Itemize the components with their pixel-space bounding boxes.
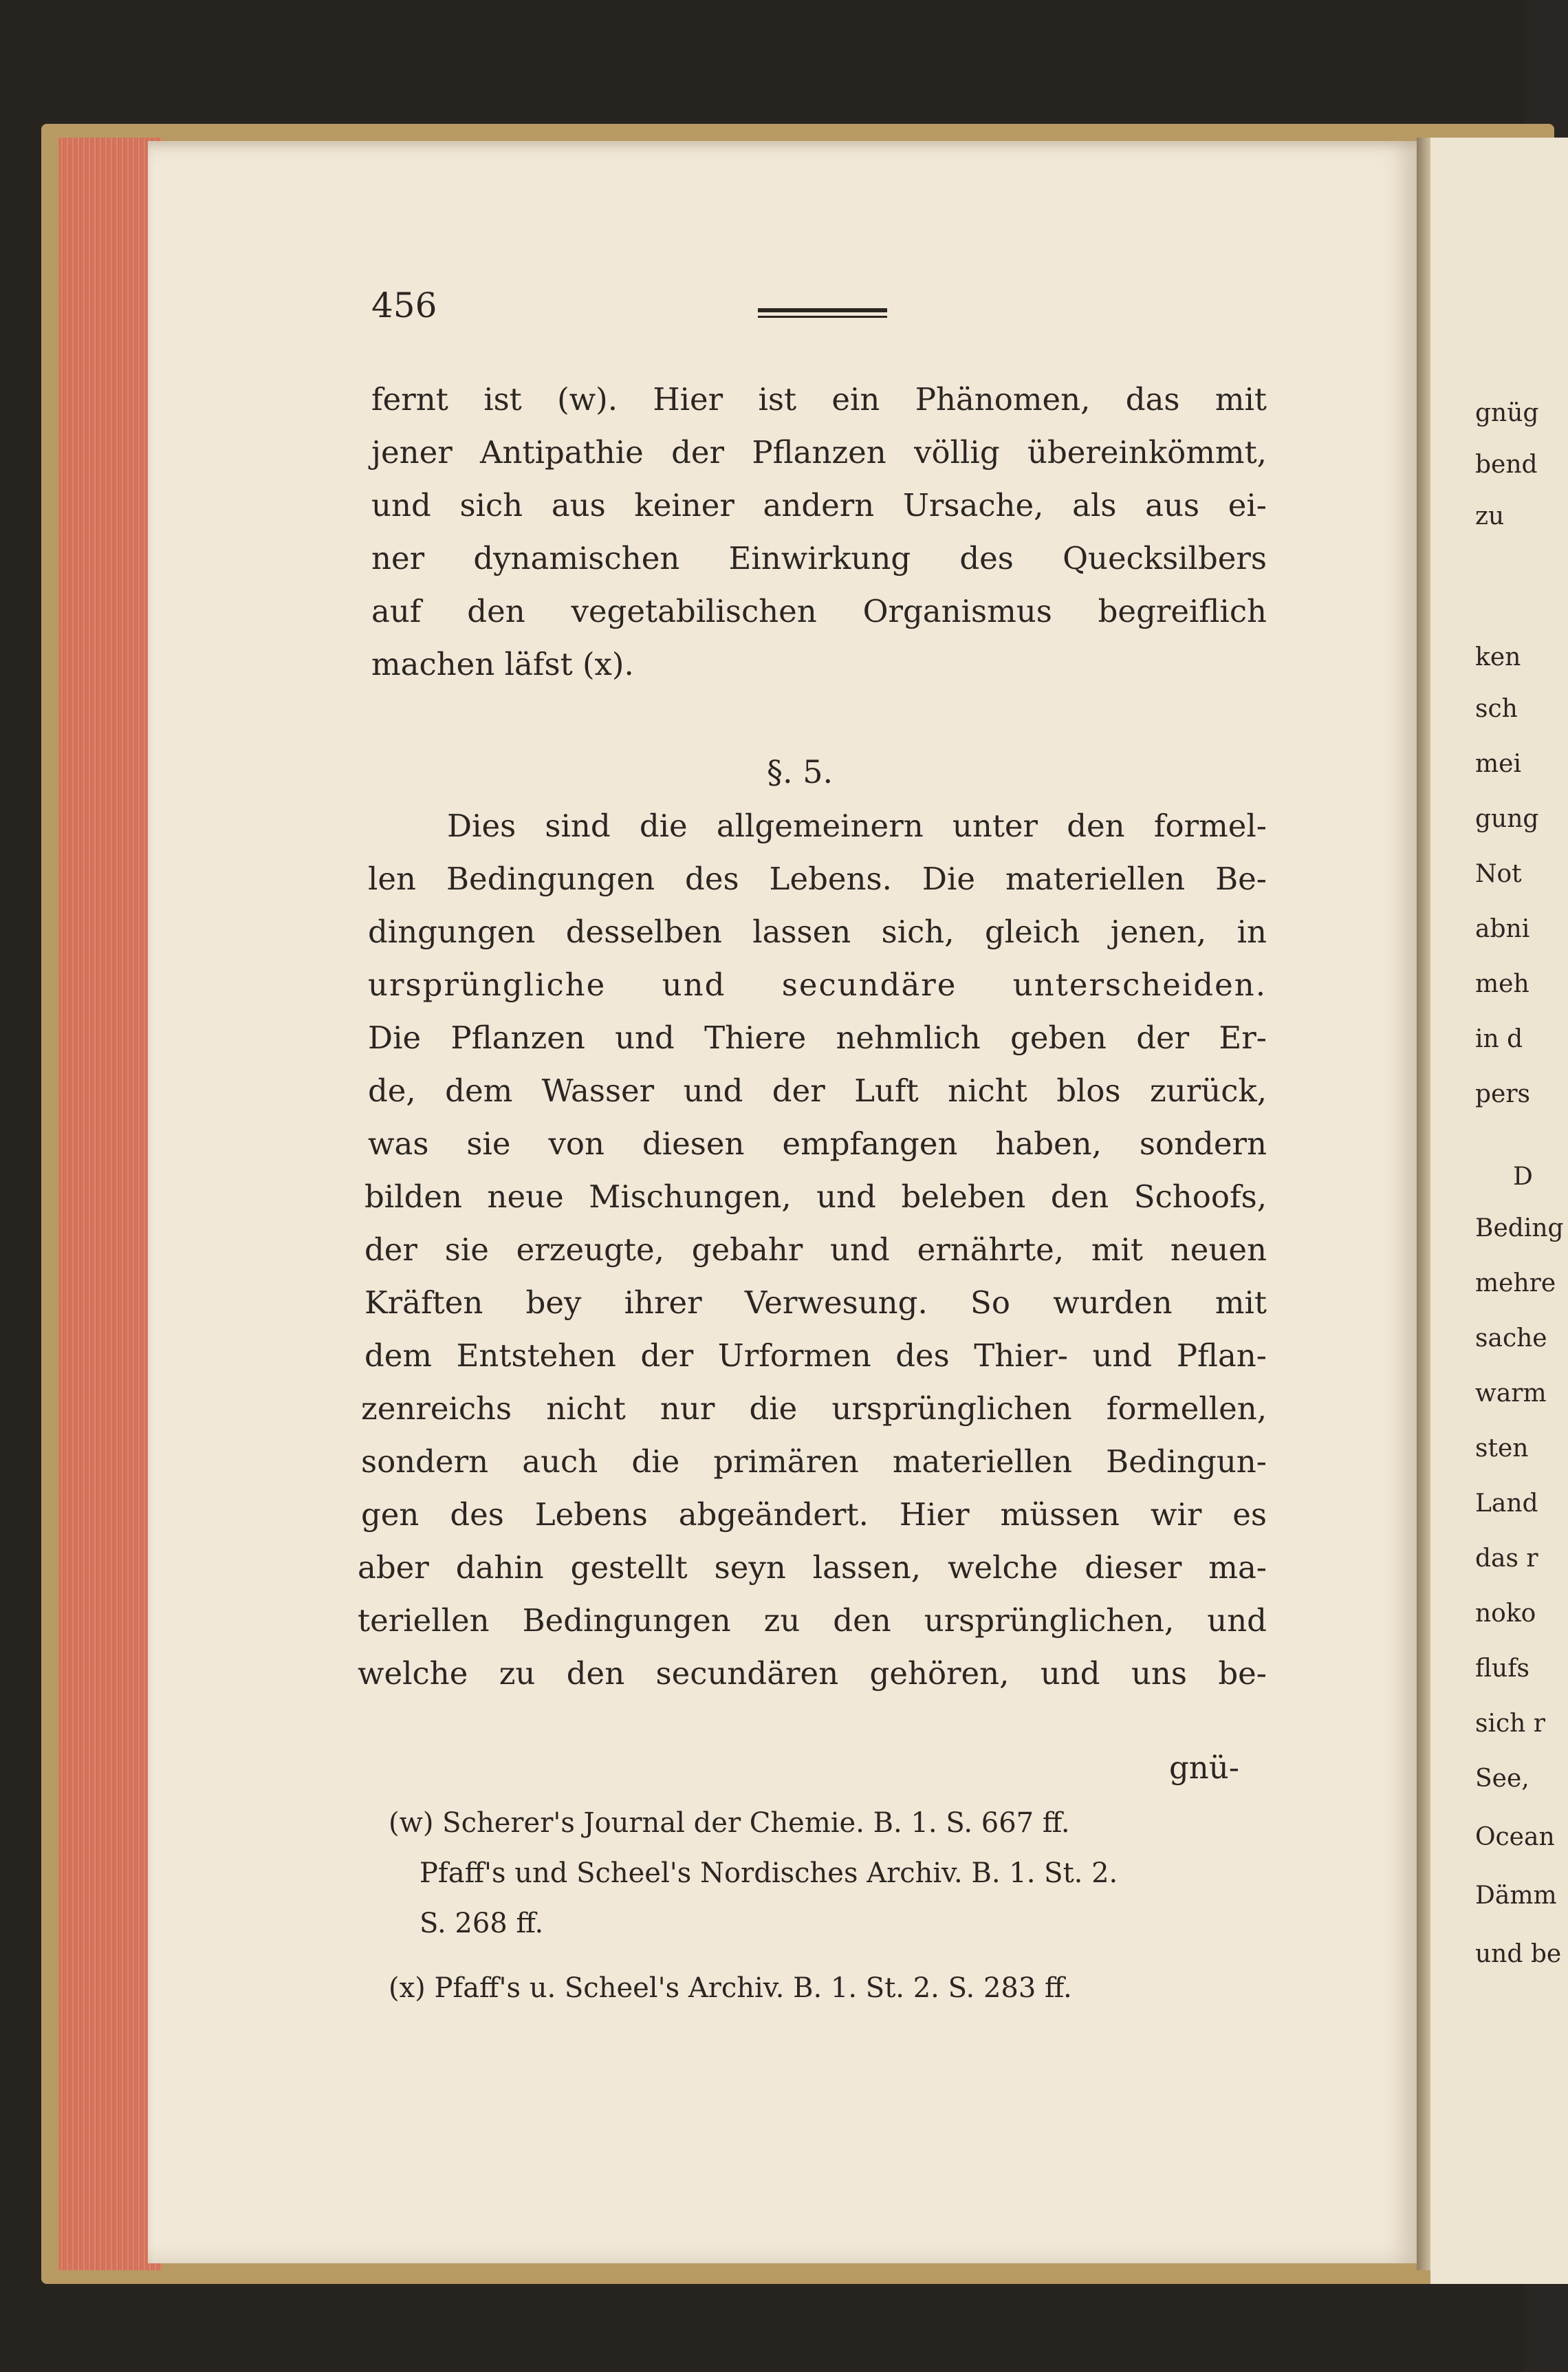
text-line: und sich aus keiner andern Ursache, als aus ei-: [371, 487, 1267, 524]
text-line: gen des Lebens abgeändert. Hier müssen wir es: [361, 1496, 1267, 1533]
text-line: Dies sind die allgemeinern unter den formel-: [447, 808, 1267, 844]
page-edges-red: [58, 138, 162, 2270]
right-page-fragment: pers: [1475, 1080, 1531, 1108]
right-page-fragment: sten: [1475, 1434, 1529, 1463]
text-line: teriellen Bedingungen zu den ursprünglichen, und: [358, 1602, 1267, 1639]
catchword: gnü-: [1169, 1749, 1239, 1786]
text-line: welche zu den secundären gehören, und uns be-: [358, 1655, 1267, 1692]
text-line: ner dynamischen Einwirkung des Quecksilbers: [371, 540, 1267, 576]
right-page-fragment: und be: [1475, 1940, 1562, 1968]
right-page-fragment: gnüg: [1475, 399, 1539, 427]
footnote-w-cont: Pfaff's und Scheel's Nordisches Archiv. B. 1. St. 2.: [420, 1857, 1118, 1889]
right-page-fragment: in d: [1475, 1025, 1523, 1053]
text-line: len Bedingungen des Lebens. Die materiellen Be-: [368, 861, 1267, 897]
right-page-fragment: abni: [1475, 915, 1530, 943]
right-page-fragment: noko: [1475, 1599, 1536, 1628]
right-page-fragment: ken: [1475, 643, 1521, 671]
footnote-w: (w) Scherer's Journal der Chemie. B. 1. S. 667 ff.: [389, 1807, 1070, 1839]
right-page-fragment: sch: [1475, 695, 1518, 723]
right-page-fragment: sache: [1475, 1324, 1547, 1352]
text-line: bilden neue Mischungen, und beleben den Schoofs,: [364, 1178, 1267, 1215]
right-page-fragment: meh: [1475, 970, 1529, 998]
page-number: 456: [371, 285, 437, 325]
text-line: der sie erzeugte, gebahr und ernährte, mit neuen: [364, 1231, 1267, 1268]
right-page-fragment: gung: [1475, 805, 1539, 833]
right-page-fragment: sich r: [1475, 1710, 1545, 1738]
right-page-fragment: warm: [1475, 1379, 1547, 1408]
right-page-fragment: See,: [1475, 1765, 1529, 1793]
right-page-fragment: Not: [1475, 860, 1522, 888]
text-line: dem Entstehen der Urformen des Thier- und Pflan-: [364, 1337, 1267, 1374]
right-page-fragment: Ocean: [1475, 1823, 1555, 1851]
text-line: Kräften bey ihrer Verwesung. So wurden mit: [364, 1284, 1267, 1321]
footnote-x: (x) Pfaff's u. Scheel's Archiv. B. 1. St. 2. S. 283 ff.: [389, 1972, 1072, 2004]
right-page-fragment: bend: [1475, 451, 1538, 479]
text-line: sondern auch die primären materiellen Bedingun-: [361, 1443, 1267, 1480]
right-page-fragment: Beding: [1475, 1214, 1564, 1242]
right-page-fragment: das r: [1475, 1544, 1538, 1573]
text-line: de, dem Wasser und der Luft nicht blos zurück,: [368, 1072, 1267, 1109]
text-line: auf den vegetabilischen Organismus begreiflich: [371, 593, 1267, 629]
text-line: fernt ist (w). Hier ist ein Phänomen, das mit: [371, 381, 1267, 418]
book-gutter: [1417, 138, 1430, 2270]
text-line: aber dahin gestellt seyn lassen, welche dieser ma-: [358, 1549, 1267, 1586]
text-line: machen läfst (x).: [371, 646, 634, 682]
text-line: dingungen desselben lassen sich, gleich jenen, in: [368, 914, 1267, 950]
right-page-fragment: mehre: [1475, 1269, 1556, 1297]
right-page-fragment: mei: [1475, 750, 1521, 778]
right-page-fragment: flufs: [1475, 1654, 1529, 1683]
right-page-fragment: Dämm: [1475, 1882, 1557, 1910]
text-line: Die Pflanzen und Thiere nehmlich geben der Er-: [368, 1020, 1267, 1056]
text-line: zenreichs nicht nur die ursprünglichen formellen,: [361, 1390, 1267, 1427]
right-page-fragment: zu: [1475, 502, 1505, 530]
text-line: ursprüngliche und secundäre unterscheiden.: [368, 967, 1267, 1003]
section-heading: §. 5.: [767, 753, 834, 790]
right-page-fragment: D: [1513, 1163, 1533, 1191]
right-page-fragment: Land: [1475, 1489, 1538, 1518]
footnote-w-cont: S. 268 ff.: [420, 1908, 544, 1939]
text-line: jener Antipathie der Pflanzen völlig übereinkömmt,: [371, 434, 1267, 471]
header-rule: [758, 308, 887, 318]
text-line: was sie von diesen empfangen haben, sondern: [368, 1125, 1267, 1162]
